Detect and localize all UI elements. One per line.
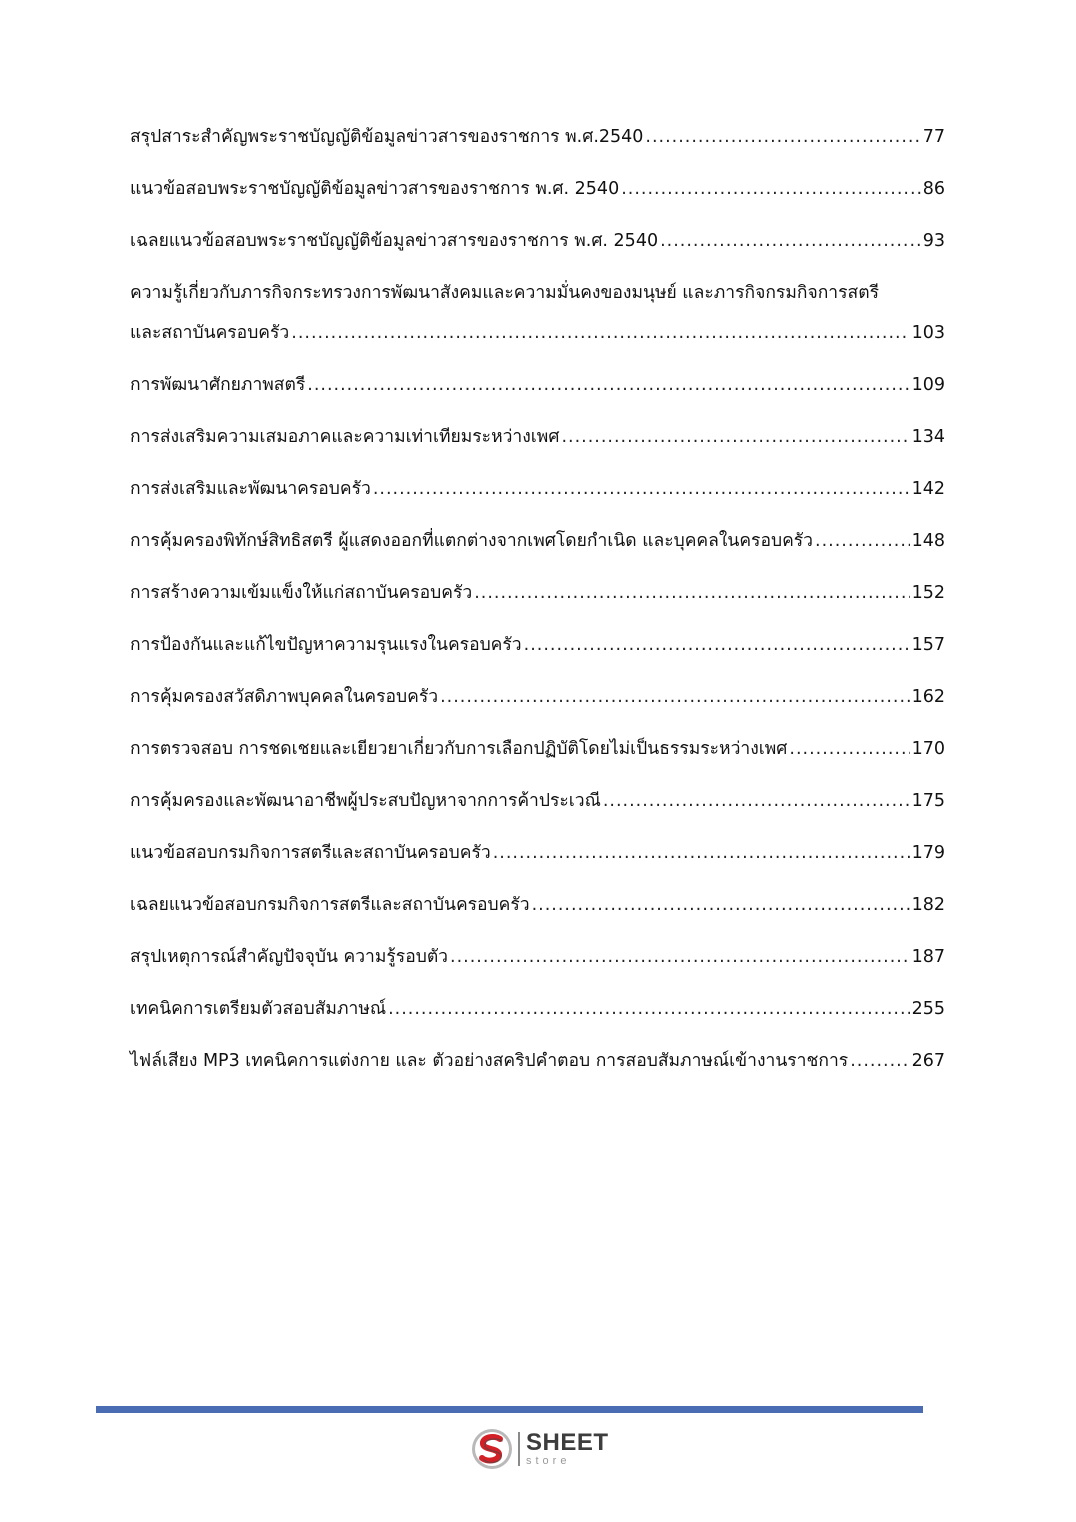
toc-entry[interactable] <box>130 426 945 448</box>
toc-entry[interactable] <box>130 178 945 200</box>
toc-entry-title: การตรวจสอบ การชดเชยและเยียวยาเกี่ยวกับการเลือกปฏิบัติโดยไม่เป็นธรรมระหว่างเพศ <box>130 739 788 759</box>
leader-dots <box>307 374 909 396</box>
toc-entry-title: การส่งเสริมความเสมอภาคและความเท่าเทียมระหว่างเพศ <box>130 427 560 447</box>
toc-entry-page: 77 <box>922 127 945 147</box>
toc-entry-page: 134 <box>911 427 945 447</box>
toc-entry-title: การส่งเสริมและพัฒนาครอบครัว <box>130 479 371 499</box>
leader-dots <box>474 582 909 604</box>
toc-entry-title: การคุ้มครองพิทักษ์สิทธิสตรี ผู้แสดงออกที่แตกต่างจากเพศโดยกำเนิด และบุคคลในครอบครัว <box>130 531 814 551</box>
toc-entry-page: 187 <box>911 947 945 967</box>
toc-entry[interactable] <box>130 894 945 916</box>
toc-entry-title: การสร้างความเข้มแข็งให้แก่สถาบันครอบครัว <box>130 583 473 603</box>
leader-dots <box>603 790 910 812</box>
logo-word: SHEET <box>526 1429 609 1456</box>
leader-dots <box>388 998 910 1020</box>
toc-entry[interactable] <box>130 282 945 344</box>
toc-entry-title: สรุปเหตุการณ์สำคัญปัจจุบัน ความรู้รอบตัว <box>130 947 449 967</box>
leader-dots <box>291 322 909 344</box>
footer-divider-bar <box>96 1406 923 1413</box>
logo-separator <box>518 1432 520 1466</box>
toc-entry-title: เฉลยแนวข้อสอบพระราชบัญญัติข้อมูลข่าวสารของราชการ พ.ศ. 2540 <box>130 231 659 251</box>
toc-entry-title: การพัฒนาศักยภาพสตรี <box>130 375 306 395</box>
toc-entry-page: 142 <box>911 479 945 499</box>
toc-entry[interactable] <box>130 530 945 552</box>
leader-dots <box>660 230 921 252</box>
toc-entry[interactable] <box>130 230 945 252</box>
toc-entry[interactable] <box>130 478 945 500</box>
toc-entry-page: 267 <box>911 1051 945 1071</box>
toc-entry-title: แนวข้อสอบพระราชบัญญัติข้อมูลข่าวสารของราชการ พ.ศ. 2540 <box>130 179 620 199</box>
toc-entry-page: 175 <box>911 791 945 811</box>
leader-dots <box>524 634 910 656</box>
toc-entry-page: 103 <box>911 323 945 343</box>
leader-dots <box>789 738 909 760</box>
toc-entry-page: 170 <box>911 739 945 759</box>
toc-entry-page: 152 <box>911 583 945 603</box>
leader-dots <box>561 426 909 448</box>
toc-entry-title: เฉลยแนวข้อสอบกรมกิจการสตรีและสถาบันครอบครัว <box>130 895 530 915</box>
leader-dots <box>440 686 910 708</box>
leader-dots <box>450 946 910 968</box>
logo-subword: store <box>526 1455 571 1467</box>
leader-dots <box>621 178 921 200</box>
toc-entry-title: การป้องกันและแก้ไขปัญหาความรุนแรงในครอบครัว <box>130 635 522 655</box>
toc-entry-title: แนวข้อสอบกรมกิจการสตรีและสถาบันครอบครัว <box>130 843 491 863</box>
toc-entry[interactable] <box>130 998 945 1020</box>
toc-entry-title-line2: และสถาบันครอบครัว <box>130 323 290 343</box>
toc-entry-page: 109 <box>911 375 945 395</box>
toc-entry-title: การคุ้มครองและพัฒนาอาชีพผู้ประสบปัญหาจากการค้าประเวณี <box>130 791 601 811</box>
toc-entry-title: เทคนิคการเตรียมตัวสอบสัมภาษณ์ <box>130 999 387 1019</box>
toc-entry-title: ไฟล์เสียง MP3 เทคนิคการแต่งกาย และ ตัวอย่างสคริปคำตอบ การสอบสัมภาษณ์เข้างานราชการ <box>130 1051 849 1071</box>
toc-entry[interactable] <box>130 634 945 656</box>
toc-entry-page: 255 <box>911 999 945 1019</box>
table-of-contents <box>130 126 945 1102</box>
toc-entry-page: 162 <box>911 687 945 707</box>
sheet-store-logo <box>470 1427 609 1471</box>
toc-entry-page: 179 <box>911 843 945 863</box>
toc-entry-page: 93 <box>922 231 945 251</box>
toc-entry-page: 157 <box>911 635 945 655</box>
toc-entry-page: 182 <box>911 895 945 915</box>
leader-dots <box>493 842 910 864</box>
leader-dots <box>815 530 910 552</box>
toc-entry[interactable] <box>130 374 945 396</box>
sheet-store-s-logo-icon <box>470 1427 514 1471</box>
toc-entry[interactable] <box>130 946 945 968</box>
leader-dots <box>850 1050 909 1072</box>
toc-entry[interactable] <box>130 582 945 604</box>
toc-entry[interactable] <box>130 126 945 148</box>
leader-dots <box>532 894 910 916</box>
toc-entry[interactable] <box>130 842 945 864</box>
toc-entry[interactable] <box>130 790 945 812</box>
logo-wordmark <box>526 1431 609 1467</box>
toc-entry-page: 86 <box>922 179 945 199</box>
toc-entry-title: การคุ้มครองสวัสดิภาพบุคคลในครอบครัว <box>130 687 439 707</box>
toc-entry[interactable] <box>130 1050 945 1072</box>
toc-entry-title-line1: ความรู้เกี่ยวกับภารกิจกระทรวงการพัฒนาสังคมและความมั่นคงของมนุษย์ และภารกิจกรมกิจการสตรี <box>130 283 879 303</box>
toc-entry[interactable] <box>130 686 945 708</box>
toc-entry[interactable] <box>130 738 945 760</box>
leader-dots <box>373 478 910 500</box>
toc-entry-title: สรุปสาระสำคัญพระราชบัญญัติข้อมูลข่าวสารของราชการ พ.ศ.2540 <box>130 127 644 147</box>
leader-dots <box>645 126 920 148</box>
toc-entry-page: 148 <box>911 531 945 551</box>
